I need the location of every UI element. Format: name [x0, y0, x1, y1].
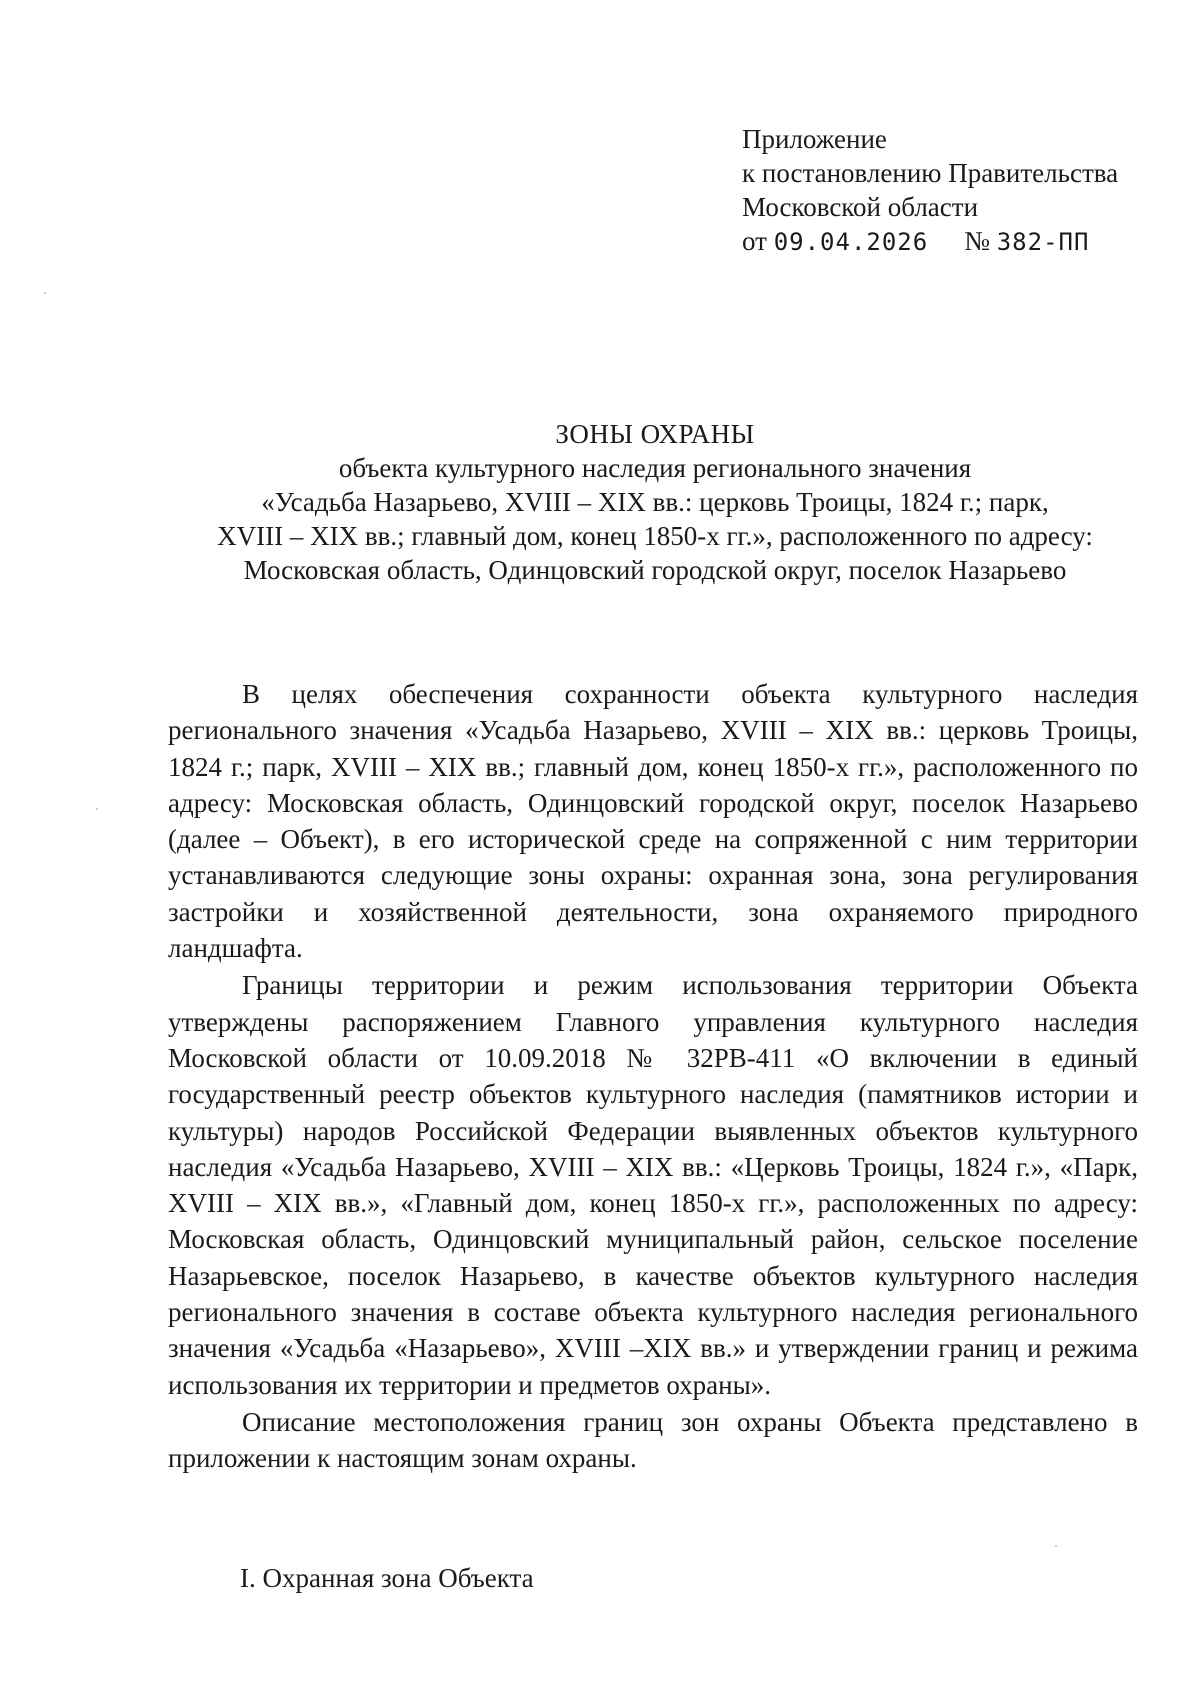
appendix-reference: к постановлению Правительства — [742, 158, 1119, 188]
document-title — [160, 417, 1150, 587]
title-line-1: объекта культурного наследия регионального значения — [338, 453, 972, 483]
appendix-region: Московской области — [742, 192, 979, 222]
section-heading: I. Охранная зона Объекта — [240, 1563, 534, 1593]
decree-date: 09.04.2026 — [773, 228, 929, 256]
date-prefix: от — [742, 226, 767, 256]
title-line-2: «Усадьба Назарьево, XVIII – XIX вв.: церковь Троицы, 1824 г.; парк, — [261, 487, 1049, 517]
number-sign: № — [964, 226, 990, 256]
title-line-4: Московская область, Одинцовский городской округ, поселок Назарьево — [243, 555, 1067, 585]
appendix-header — [742, 122, 1162, 259]
paragraph-purpose: В целях обеспечения сохранности объекта культурного наследия регионального значения «Усадьба Назарьево, XVIII – XIX вв.: церковь Троицы, 1824 г.; парк, XVIII – XIX вв.; главный дом, конец 1850-х гг.», расположенного по адресу: Московская область, Одинцовский городской округ, поселок Назарьево (далее – Объект), в его исторической среде на сопряженной с ним территории устанавливаются следующие зоны охраны: охранная зона, зона регулирования застройки и хозяйственной деятельности, зона охраняемого природного ландшафта. — [168, 679, 1138, 964]
scan-speck — [96, 808, 98, 810]
document-body — [168, 676, 1138, 1477]
title-line-3: XVIII – XIX вв.; главный дом, конец 1850-х гг.», расположенного по адресу: — [217, 521, 1093, 551]
paragraph-description: Описание местоположения границ зон охраны Объекта представлено в приложении к настоящим зонам охраны. — [168, 1406, 1138, 1474]
paragraph-boundaries: Границы территории и режим использования территории Объекта утверждены распоряжением Главного управления культурного наследия Московской области от 10.09.2018 № 32РВ-411 «О включении в единый государственный реестр объектов культурного наследия (памятников истории и культуры) народов Российской Федерации выявленных объектов культурного наследия «Усадьба Назарьево, XVIII – XIX вв.: «Церковь Троицы, 1824 г.», «Парк, XVIII – XIX вв.», «Главный дом, конец 1850-х гг.», расположенных по адресу: Московская область, Одинцовский муниципальный район, сельское поселение Назарьевское, поселок Назарьево, в качестве объектов культурного наследия регионального значения в составе объекта культурного наследия регионального значения «Усадьба «Назарьево», XVIII –XIX вв.» и утверждении границ и режима использования их территории и предметов охраны». — [168, 970, 1138, 1400]
decree-number: 382-ПП — [996, 228, 1090, 256]
scan-speck — [44, 292, 46, 294]
title-main: ЗОНЫ ОХРАНЫ — [555, 419, 755, 449]
appendix-label: Приложение — [742, 124, 887, 154]
scan-speck — [1055, 1545, 1057, 1547]
appendix-date-line — [742, 224, 1162, 259]
